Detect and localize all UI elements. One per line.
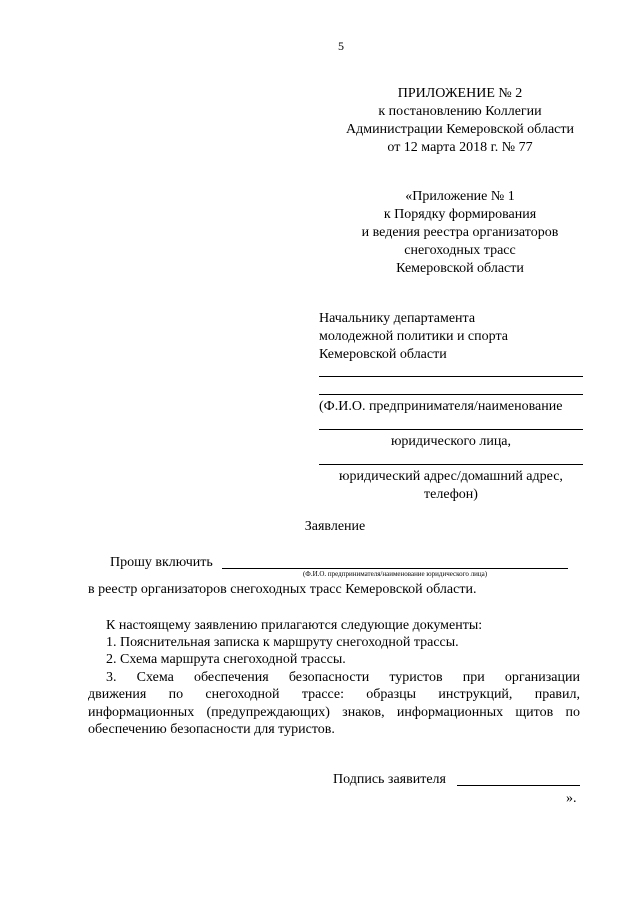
closing-quote: ». [566,791,577,806]
addressee-line: Начальнику департамента [319,311,476,326]
appendix-1-line: и ведения реестра организаторов [361,225,559,240]
appendix-1-line: снегоходных трасс [404,243,516,258]
request-prefix: Прошу включить [110,555,213,570]
documents-intro: К настоящему заявлению прилагаются следующие документы: [106,618,483,633]
entity-label: юридического лица, [390,434,512,449]
addressee-line: Кемеровской области [319,347,447,362]
address-label: юридический адрес/домашний адрес, [339,469,563,484]
appendix-2-line: к постановлению Коллегии [378,104,542,119]
documents-item-3-cont: движения по снегоходной трассе: образцы инструкций, правил, [88,687,580,702]
request-hint: (Ф.И.О. предпринимателя/наименование юридического лица) [302,570,488,578]
signature-line[interactable] [457,785,580,786]
appendix-2-line: Администрации Кемеровской области [346,122,574,137]
blank-line[interactable] [319,376,583,377]
request-continuation: в реестр организаторов снегоходных трасс Кемеровской области. [88,582,477,597]
page-number: 5 [338,39,344,53]
appendix-1-title: «Приложение № 1 [405,189,515,204]
documents-item-1: 1. Пояснительная записка к маршруту снегоходной трассы. [106,635,459,650]
appendix-1-line: Кемеровской области [396,261,524,276]
appendix-2-title: ПРИЛОЖЕНИЕ № 2 [397,86,523,101]
blank-line[interactable] [319,464,583,465]
documents-item-3-cont: обеспечению безопасности для туристов. [88,722,335,737]
addressee-line: молодежной политики и спорта [319,329,508,344]
request-blank-line[interactable] [222,568,568,569]
fio-label: (Ф.И.О. предпринимателя/наименование [319,399,563,414]
documents-item-3-cont: информационных (предупреждающих) знаков, информационных щитов по [88,705,580,720]
phone-label: телефон) [424,487,478,502]
signature-label: Подпись заявителя [333,772,446,787]
documents-item-3: 3. Схема обеспечения безопасности туристов при организации [106,670,580,685]
blank-line[interactable] [319,394,583,395]
document-title: Заявление [304,519,366,534]
documents-item-2: 2. Схема маршрута снегоходной трассы. [106,652,346,667]
appendix-2-line: от 12 марта 2018 г. № 77 [387,140,533,155]
blank-line[interactable] [319,429,583,430]
appendix-1-line: к Порядку формирования [383,207,537,222]
